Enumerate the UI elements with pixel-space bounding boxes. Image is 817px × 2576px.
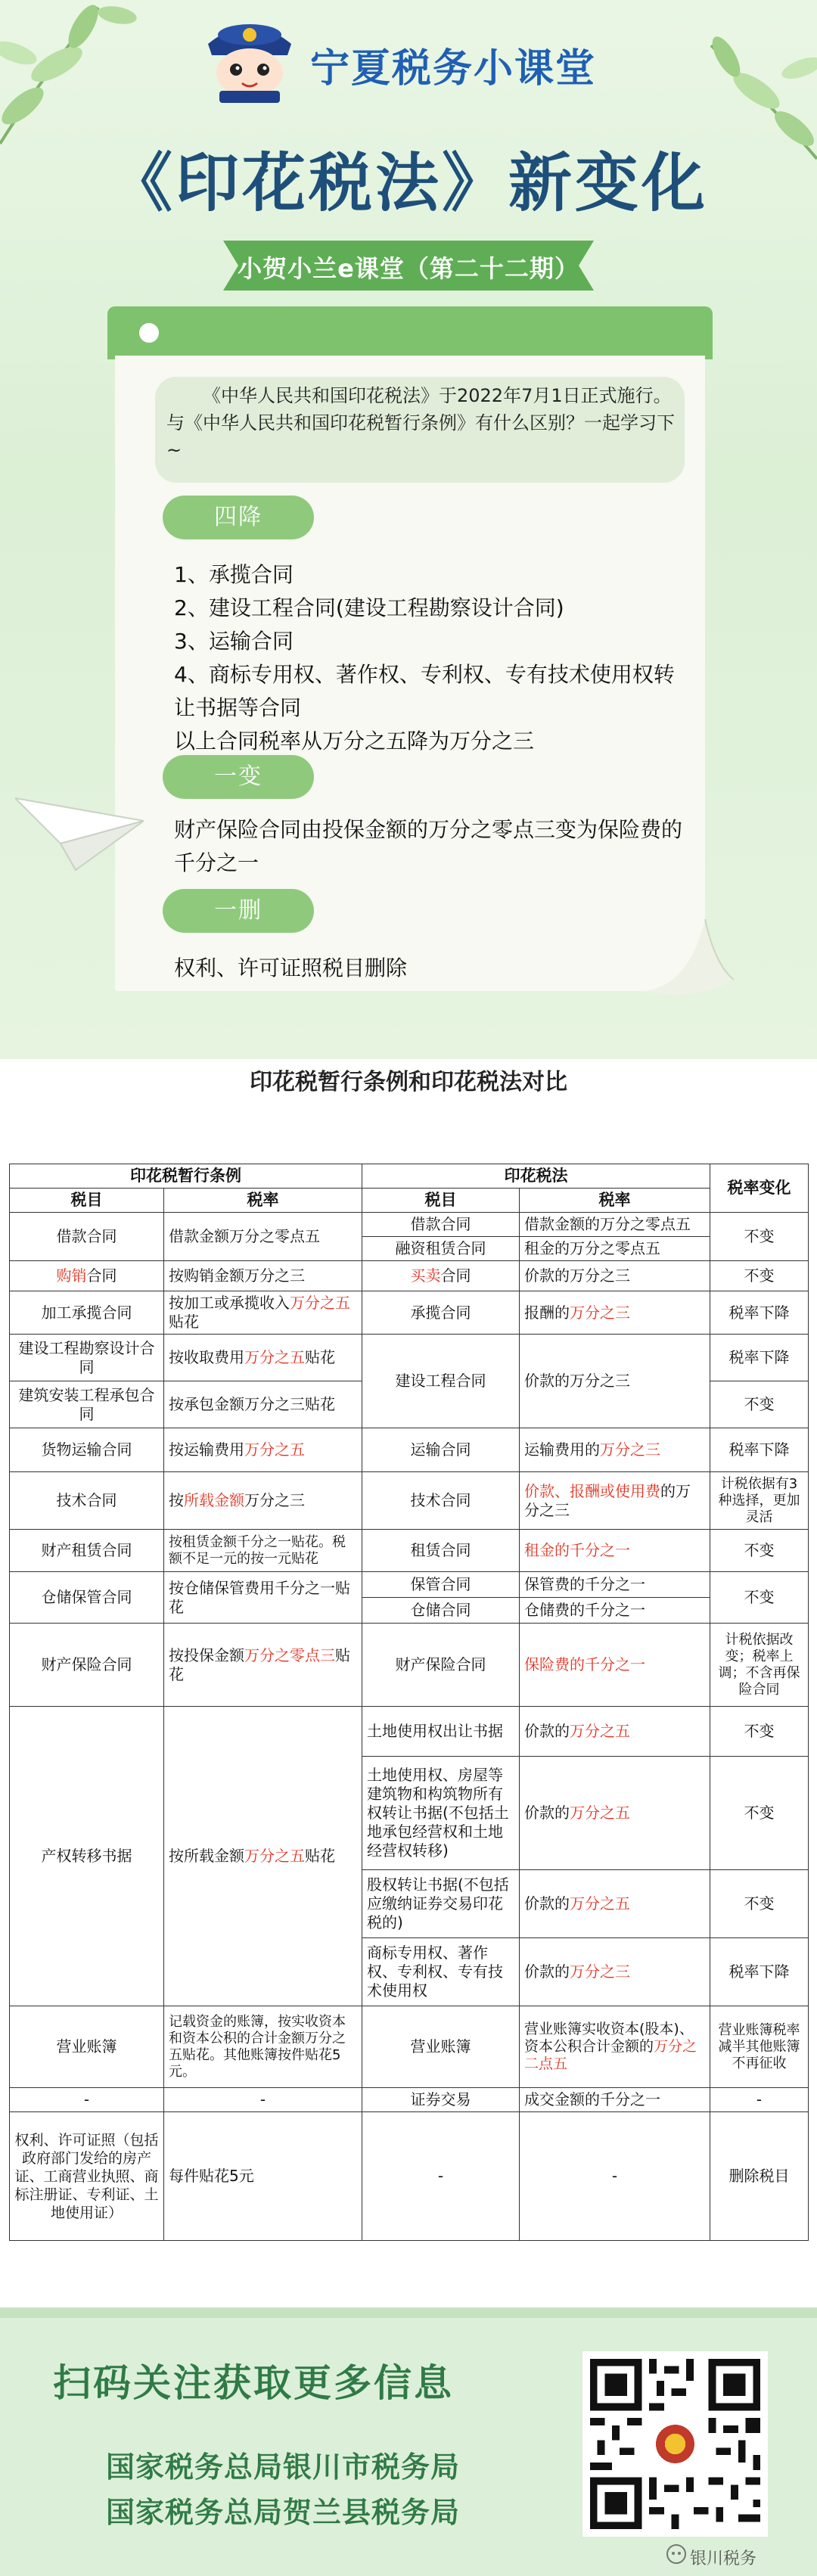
cell-text: 价款的	[524, 1962, 570, 1981]
cell-new-rate: 租金的千分之一	[520, 1530, 710, 1572]
cell-new-item: 保管合同	[362, 1572, 520, 1598]
cell-text: 按运输费用	[169, 1440, 244, 1459]
comparison-table	[9, 1164, 809, 2241]
cell-change: 不变	[710, 1707, 809, 1757]
cell-change: 不变	[710, 1572, 809, 1624]
footer-title: 扫码关注获取更多信息	[53, 2361, 454, 2405]
table-row	[10, 1428, 809, 1472]
cell-new-item: 承揽合同	[362, 1291, 520, 1335]
list-item: 4、商标专用权、著作权、专利权、专有技术使用权转让书据等合同	[174, 662, 675, 720]
cell-new-item: 土地使用权出让书据	[362, 1707, 520, 1757]
cell-new-rate: 租金的万分之零点五	[520, 1237, 710, 1261]
table-row	[10, 2006, 809, 2088]
highlight-text: 万分之五	[244, 1440, 305, 1459]
cell-text: 合同	[440, 1266, 471, 1285]
cell-change: 不变	[710, 1530, 809, 1572]
cell-new-item: 股权转让书据(不包括应缴纳证券交易印花税的)	[362, 1870, 520, 1938]
cell-new-item: 建设工程合同	[362, 1335, 520, 1428]
cell-new-item: 土地使用权、房屋等建筑物和构筑物所有权转让书据(不包括土地承包经营权和土地经营权转移)	[362, 1757, 520, 1870]
cell-new-rate	[520, 2006, 710, 2088]
section-one-change-text	[174, 813, 688, 880]
qr-code-icon[interactable]	[582, 2351, 768, 2537]
card-hole-icon	[139, 323, 159, 343]
cell-change: 税率下降	[710, 1428, 809, 1472]
cell-old-rate: 按承包金额万分之三贴花	[164, 1381, 362, 1428]
highlight-text: 万分之三	[600, 1440, 660, 1459]
cell-text: 贴花	[169, 1313, 199, 1331]
cell-change: 营业账簿税率减半其他账簿不再征收	[710, 2006, 809, 2088]
cell-old-item: 权利、许可证照（包括政府部门发给的房产证、工商营业执照、商标注册证、专利证、土地使用证）	[10, 2112, 164, 2241]
cell-text: 贴花	[305, 1847, 335, 1865]
cell-old-rate: 记载资金的账簿，按实收资本和资本公积的合计金额万分之五贴花。其他账簿按件贴花5元。	[164, 2006, 362, 2088]
highlight-text: 万分之三	[570, 1303, 630, 1322]
cell-change: -	[710, 2088, 809, 2112]
cell-old-item: 货物运输合同	[10, 1428, 164, 1472]
cell-text: 按加工或承揽收入	[169, 1294, 290, 1312]
cell-new-rate: 保管费的千分之一	[520, 1572, 710, 1598]
card-header-strip	[107, 306, 713, 359]
cell-old-rate: 借款金额万分之零点五	[164, 1213, 362, 1261]
cell-new-item	[362, 1261, 520, 1291]
table-row	[10, 2112, 809, 2241]
cell-text: 按收取费用	[169, 1348, 244, 1366]
cell-old-item: 产权转移书据	[10, 1707, 164, 2006]
cell-new-rate: 借款金额的万分之零点五	[520, 1213, 710, 1237]
subheader-rate: 税率	[520, 1189, 710, 1213]
cell-old-item: 加工承揽合同	[10, 1291, 164, 1335]
cell-old-rate: 按仓储保管费用千分之一贴花	[164, 1572, 362, 1624]
highlight-text: 价款、报酬或使用费	[524, 1481, 660, 1500]
cell-old-item: 财产保险合同	[10, 1624, 164, 1707]
cell-new-rate	[520, 1428, 710, 1472]
footer-org-helan: 国家税务总局贺兰县税务局	[106, 2496, 461, 2529]
section-four-decreases-text	[174, 558, 688, 758]
cell-old-item: 建筑安装工程承包合同	[10, 1381, 164, 1428]
cell-old-rate: -	[164, 2088, 362, 2112]
list-item: 以上合同税率从万分之五降为万分之三	[174, 729, 535, 754]
highlight-text: 万分之五	[570, 1722, 630, 1740]
cell-change: 税率下降	[710, 1291, 809, 1335]
cell-text: 合同	[86, 1266, 117, 1285]
cell-old-item: 仓储保管合同	[10, 1572, 164, 1624]
cell-new-item: 租赁合同	[362, 1530, 520, 1572]
highlight-text: 购销	[56, 1266, 87, 1285]
table-row	[10, 1707, 809, 1757]
highlight-text: 万分之三	[570, 1962, 630, 1981]
cell-text: 运输费用的	[524, 1440, 600, 1459]
highlight-text: 万分之五	[244, 1348, 305, 1366]
cell-old-item: 技术合同	[10, 1472, 164, 1530]
cell-old-rate	[164, 1624, 362, 1707]
cell-text: 贴花	[305, 1348, 335, 1366]
brand-name: 宁夏税务小课堂	[310, 46, 597, 92]
cell-old-item: 营业账簿	[10, 2006, 164, 2088]
cell-new-rate: 价款的万分之三	[520, 1261, 710, 1291]
mascot-logo-icon	[197, 14, 303, 104]
cell-old-item: 财产租赁合同	[10, 1530, 164, 1572]
cell-new-item: 证券交易	[362, 2088, 520, 2112]
highlight-text: 万分之零点三	[244, 1645, 335, 1664]
cell-new-rate	[520, 1757, 710, 1870]
table-row	[10, 1213, 809, 1237]
cell-text: 报酬的	[524, 1303, 570, 1322]
cell-change: 不变	[710, 1870, 809, 1938]
cell-new-rate	[520, 1938, 710, 2006]
section-pill-one-delete: 一删	[163, 889, 314, 933]
cell-new-rate	[520, 1472, 710, 1530]
poster	[0, 0, 817, 1059]
cell-text: 按投保金额	[169, 1645, 244, 1664]
cell-text: 按	[169, 1491, 184, 1509]
cell-new-item: 财产保险合同	[362, 1624, 520, 1707]
cell-text: 价款的	[524, 1894, 570, 1913]
section-pill-four-decreases: 四降	[163, 496, 314, 539]
cell-change: 计税依据有3种选择，更加灵活	[710, 1472, 809, 1530]
cell-text: 营业账簿实收资本(股本)、资本公积合计金额的	[524, 2021, 694, 2055]
section-pill-one-change: 一变	[163, 755, 314, 799]
list-item: 财产保险合同由投保金额的万分之零点三变为保险费的千分之一	[174, 817, 683, 875]
cell-text: 价款的	[524, 1804, 570, 1822]
cell-new-rate: 保险费的千分之一	[520, 1624, 710, 1707]
intro-text: 《中华人民共和国印花税法》于2022年7月1日正式施行。与《中华人民共和国印花税暂行条例》有什么区别？一起学习下~	[166, 385, 675, 461]
table-subheader-row	[10, 1189, 809, 1213]
table-row	[10, 1261, 809, 1291]
footer-org-yinchuan: 国家税务总局银川市税务局	[106, 2450, 461, 2484]
list-item: 权利、许可证照税目删除	[174, 956, 408, 980]
cell-new-rate: -	[520, 2112, 710, 2241]
cell-old-rate	[164, 1335, 362, 1381]
episode-banner-label: 小贺小兰e课堂（第二十二期）	[238, 254, 579, 283]
cell-old-rate	[164, 1472, 362, 1530]
cell-change: 不变	[710, 1381, 809, 1428]
header-rate-change: 税率变化	[710, 1164, 809, 1213]
cell-text: 按所载金额	[169, 1847, 244, 1865]
list-item: 1、承揽合同	[174, 562, 294, 587]
cell-old-rate: 每件贴花5元	[164, 2112, 362, 2241]
footer-band	[0, 2307, 817, 2318]
cell-old-rate: 按购销金额万分之三	[164, 1261, 362, 1291]
subheader-item: 税目	[10, 1189, 164, 1213]
cell-text: 价款的	[524, 1722, 570, 1740]
header-new-law: 印花税法	[362, 1164, 710, 1189]
subheader-item: 税目	[362, 1189, 520, 1213]
cell-change: 税率下降	[710, 1335, 809, 1381]
cell-change: 计税依据改变；税率上调；不含再保险合同	[710, 1624, 809, 1707]
brand-header	[197, 14, 620, 104]
highlight-text: 万分之五	[290, 1294, 350, 1312]
cell-old-rate: 按租赁金额千分之一贴花。税额不足一元的按一元贴花	[164, 1530, 362, 1572]
cell-old-item	[10, 1261, 164, 1291]
highlight-text: 万分之五	[244, 1847, 305, 1865]
table-row	[10, 1624, 809, 1707]
cell-text: 贴花	[169, 1645, 350, 1683]
cell-new-item: -	[362, 2112, 520, 2241]
table-row	[10, 1530, 809, 1572]
highlight-text: 万分之二点五	[524, 2038, 697, 2072]
cell-old-item: -	[10, 2088, 164, 2112]
highlight-text: 万分之五	[570, 1804, 630, 1822]
cell-new-item: 运输合同	[362, 1428, 520, 1472]
list-item: 3、运输合同	[174, 629, 294, 654]
cell-old-rate	[164, 1291, 362, 1335]
cell-change: 删除税目	[710, 2112, 809, 2241]
cell-new-rate	[520, 1707, 710, 1757]
highlight-text: 买卖	[410, 1266, 441, 1285]
comparison-table-wrap	[9, 1164, 808, 2241]
cell-new-item: 借款合同	[362, 1213, 520, 1237]
cell-old-item: 借款合同	[10, 1213, 164, 1261]
subheader-rate: 税率	[164, 1189, 362, 1213]
cell-old-rate	[164, 1428, 362, 1472]
cell-old-item: 建设工程勘察设计合同	[10, 1335, 164, 1381]
page-title: 《印花税法》新变化	[108, 145, 708, 220]
cell-new-item: 商标专用权、著作权、专利权、专有技术使用权	[362, 1938, 520, 2006]
cell-new-item: 融资租赁合同	[362, 1237, 520, 1261]
cell-new-item: 仓储合同	[362, 1598, 520, 1624]
table-row	[10, 1335, 809, 1381]
table-row	[10, 2088, 809, 2112]
footer	[0, 2307, 817, 2576]
cell-old-rate	[164, 1707, 362, 2006]
cell-new-rate: 仓储费的千分之一	[520, 1598, 710, 1624]
watermark: 银川税务	[690, 2550, 757, 2568]
cell-change: 不变	[710, 1213, 809, 1261]
cell-new-rate	[520, 1291, 710, 1335]
list-item: 2、建设工程合同(建设工程勘察设计合同)	[174, 595, 564, 620]
cell-change: 不变	[710, 1757, 809, 1870]
section-one-delete-text	[174, 952, 688, 985]
cell-text: 的万分之三	[524, 1481, 691, 1519]
header-old-regulation: 印花税暂行条例	[10, 1164, 362, 1189]
wechat-logo-icon	[666, 2543, 687, 2565]
cell-change: 不变	[710, 1261, 809, 1291]
table-row	[10, 1472, 809, 1530]
episode-banner	[223, 241, 594, 291]
cell-new-rate: 价款的万分之三	[520, 1335, 710, 1428]
table-row	[10, 1291, 809, 1335]
cell-new-rate: 成交金额的千分之一	[520, 2088, 710, 2112]
table-row	[10, 1572, 809, 1598]
cell-new-item: 技术合同	[362, 1472, 520, 1530]
highlight-text: 万分之五	[570, 1894, 630, 1913]
cell-new-rate	[520, 1870, 710, 1938]
highlight-text: 所载金额	[184, 1491, 244, 1509]
cell-new-item: 营业账簿	[362, 2006, 520, 2088]
table-header-row	[10, 1164, 809, 1189]
cell-text: 万分之三	[244, 1491, 305, 1509]
comparison-title: 印花税暂行条例和印花税法对比	[250, 1069, 567, 1095]
cell-change: 税率下降	[710, 1938, 809, 2006]
paper-plane-icon	[15, 783, 144, 874]
